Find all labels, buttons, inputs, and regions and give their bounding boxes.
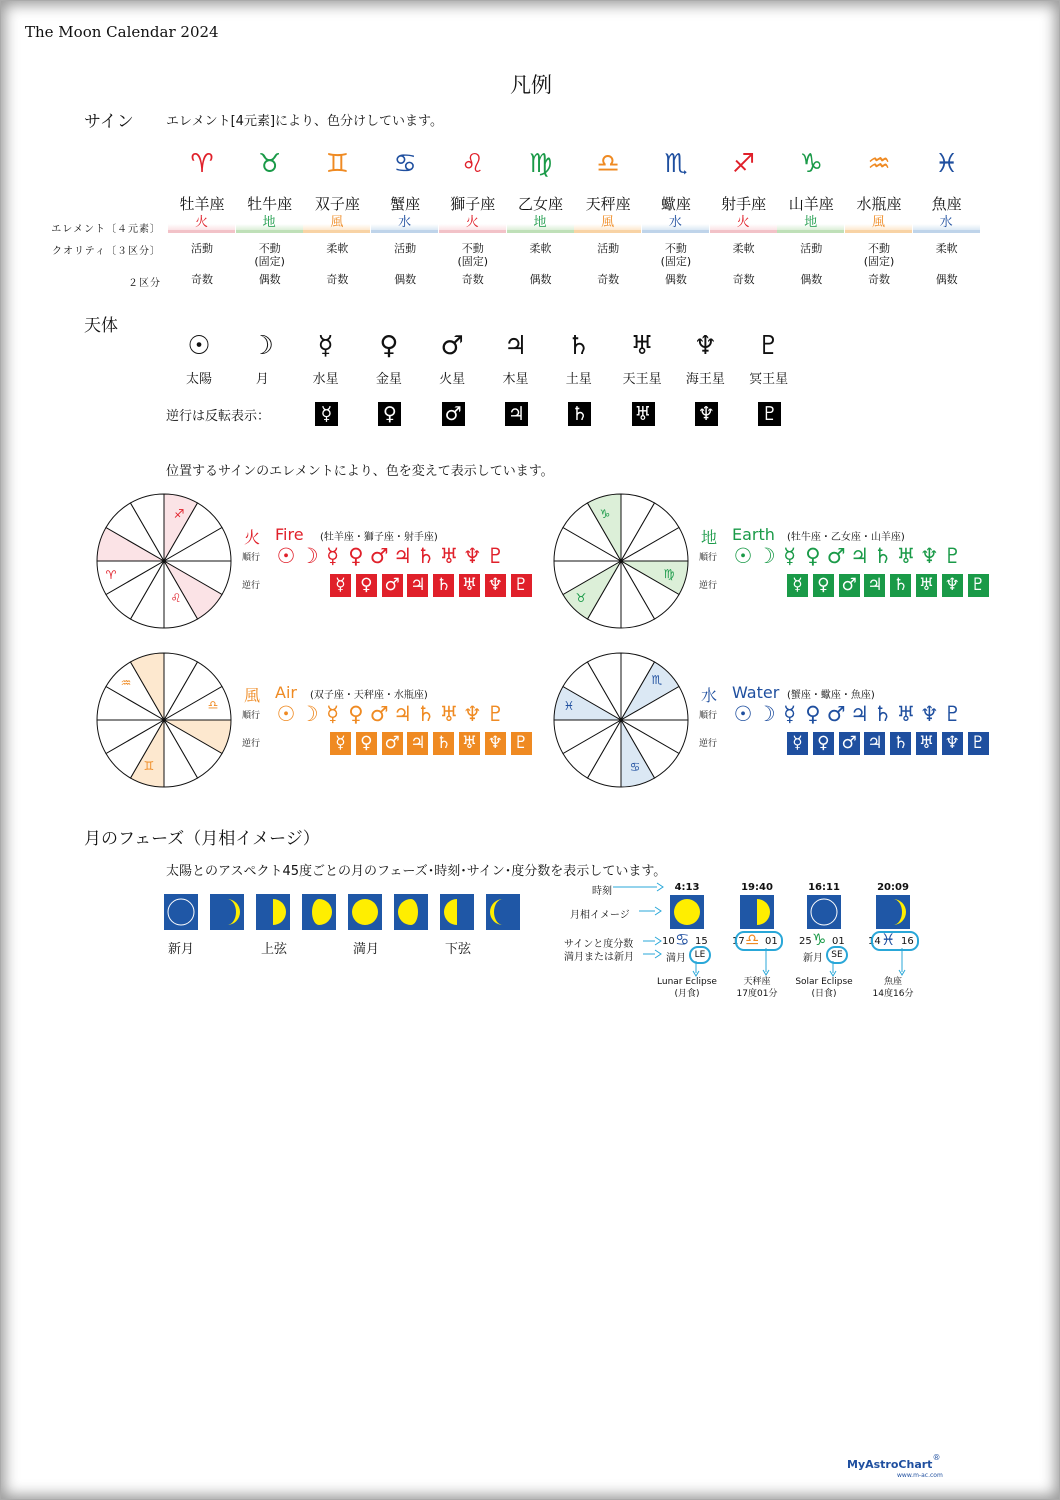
element-retro-planet-icon: ♃ <box>864 732 885 755</box>
element-planet-icon: ♅ <box>439 544 459 568</box>
phase-sign-icon: ♋ <box>675 930 690 949</box>
element-signs: (蟹座・蠍座・魚座) <box>787 690 875 701</box>
element-retro-planet-icon: ♅ <box>459 732 480 755</box>
element-planet-icon: ♀ <box>348 544 364 568</box>
direct-label: 順行 <box>699 553 718 563</box>
quality-cell: 活動 <box>800 242 823 255</box>
waning-gibbous-icon <box>394 894 428 930</box>
element-planet-icon: ☉ <box>733 702 753 726</box>
element-planet-icon: ♇ <box>943 544 963 568</box>
element-cell: 地 <box>777 215 844 233</box>
element-retro-planet-icon: ♃ <box>407 574 428 597</box>
planet-glyph-icon: ☉ <box>187 331 211 361</box>
sign-glyph-icon: ♌ <box>461 149 485 179</box>
element-planet-icon: ♇ <box>486 702 506 726</box>
element-cell: 水 <box>371 215 438 233</box>
retro-planet-icon: ♄ <box>568 402 591 426</box>
element-retro-planet-icon: ♂ <box>382 574 403 597</box>
element-retro-planet-icon: ♃ <box>864 574 885 597</box>
phase-sign-icon: ♎ <box>745 930 760 949</box>
label-last: 下弦 <box>445 942 472 957</box>
element-planet-icon: ☿ <box>326 702 340 726</box>
explain-arrow-icon <box>761 948 771 976</box>
planet-name: 火星 <box>439 372 466 387</box>
element-planet-icon: ♃ <box>393 544 412 568</box>
retro-label: 逆行 <box>699 739 718 749</box>
element-retro-planet-icon: ♅ <box>916 574 937 597</box>
wheel-sign-icon: ♈ <box>105 568 117 582</box>
phase-deg: 10 <box>662 936 675 947</box>
phase-image-icon <box>740 895 774 933</box>
dual-cell: 奇数 <box>732 273 755 286</box>
element-cell: 風 <box>303 215 370 233</box>
quality-cell: 柔軟 <box>326 242 349 255</box>
phase-deg: 25 <box>799 936 812 947</box>
waxing-crescent-icon <box>210 894 244 930</box>
wheel-sign-icon: ♓ <box>563 699 575 713</box>
element-retro-planet-icon: ♄ <box>890 732 911 755</box>
planet-name: 太陽 <box>185 372 212 387</box>
calendar-title: The Moon Calendar 2024 <box>25 23 219 41</box>
retro-planet-icon: ♃ <box>505 402 528 426</box>
signs-note: エレメント[4元素]により、色分けしています。 <box>166 114 443 129</box>
element-planet-icon: ☽ <box>756 702 776 726</box>
wheel-sign-icon: ♊ <box>143 759 155 773</box>
sign-glyph-icon: ♊ <box>325 149 350 179</box>
dual-cell: 奇数 <box>191 273 213 286</box>
planet-name: 土星 <box>565 372 592 387</box>
element-planet-icon: ♅ <box>439 702 459 726</box>
waxing-gibbous-icon <box>302 894 336 930</box>
label-first: 上弦 <box>261 942 288 957</box>
earth-wheel <box>551 491 691 631</box>
element-planet-icon: ☽ <box>299 702 319 726</box>
sign-name: 水瓶座 <box>856 195 902 213</box>
element-planet-icon: ☿ <box>783 702 797 726</box>
dual-cell: 偶数 <box>258 273 281 286</box>
phase-min: 01 <box>765 936 778 947</box>
quality-cell: 活動 <box>597 242 620 255</box>
wheel-sign-icon: ♉ <box>575 591 587 605</box>
element-retro-planet-icon: ♀ <box>356 732 377 755</box>
element-kanji: 風 <box>244 686 261 705</box>
phase-min: 15 <box>695 936 708 947</box>
sign-glyph-icon: ♏ <box>664 149 688 179</box>
element-retro-planet-icon: ♀ <box>813 574 834 597</box>
signdeg-row-label: サインと度分数 <box>564 939 634 950</box>
wheel-sign-icon: ♏ <box>651 673 663 687</box>
element-planet-icon: ♃ <box>393 702 412 726</box>
element-retro-planet-icon: ♅ <box>459 574 480 597</box>
logo-reg: ® <box>932 1453 941 1462</box>
quality-cell: 柔軟 <box>935 242 958 255</box>
element-planet-icon: ☿ <box>783 544 797 568</box>
retro-label: 逆行 <box>242 581 261 591</box>
sign-ring <box>735 931 783 951</box>
sign-glyph-icon: ♍ <box>528 149 553 179</box>
element-kanji: 火 <box>244 528 261 547</box>
planet-glyph-icon: ♃ <box>503 331 528 361</box>
sign-glyph-icon: ♒ <box>867 149 891 179</box>
phase-deg: 14 <box>868 936 881 947</box>
retro-planet-icon: ☿ <box>315 402 338 426</box>
phase-note2: (月食) <box>674 989 700 999</box>
label-full: 満月 <box>353 942 380 957</box>
phase-mark: 満月 <box>666 953 686 964</box>
sign-name: 天秤座 <box>585 195 631 213</box>
element-kanji: 水 <box>701 686 718 705</box>
element-retro-planet-icon: ♂ <box>839 732 860 755</box>
element-en: Earth <box>732 525 775 544</box>
quality-cell: 活動 <box>394 242 417 255</box>
element-row-label: エレメント〔４元素〕 <box>51 224 161 235</box>
element-retro-planet-icon: ♄ <box>433 732 454 755</box>
element-cell: 地 <box>507 215 574 233</box>
phase-min: 16 <box>901 936 914 947</box>
quality-row-label: クオリティ〔３区分〕 <box>52 246 161 257</box>
element-retro-planet-icon: ♇ <box>511 574 532 597</box>
planet-glyph-icon: ♀ <box>379 331 399 361</box>
element-retro-planet-icon: ♅ <box>916 732 937 755</box>
wheel-sign-icon: ♐ <box>173 507 185 521</box>
dual-cell: 偶数 <box>800 273 823 286</box>
element-retro-planet-icon: ♆ <box>942 732 963 755</box>
phase-time: 20:09 <box>877 882 909 893</box>
planet-glyph-icon: ☽ <box>250 331 274 361</box>
element-cell: 水 <box>642 215 709 233</box>
element-planet-icon: ♄ <box>416 544 436 568</box>
wheel-sign-icon: ♎ <box>207 698 219 712</box>
explain-arrow-icon <box>897 948 907 976</box>
element-planet-icon: ♂ <box>826 702 846 726</box>
element-cell: 地 <box>236 215 303 233</box>
phase-image-icon <box>807 895 841 933</box>
element-kanji: 地 <box>701 528 718 547</box>
element-cell: 火 <box>710 215 777 233</box>
phase-time: 16:11 <box>808 882 840 893</box>
dual-cell: 偶数 <box>664 273 687 286</box>
phases-heading: 月のフェーズ（月相イメージ） <box>84 829 320 849</box>
element-planet-icon: ♅ <box>896 544 916 568</box>
sign-name: 山羊座 <box>788 195 834 213</box>
phase-note1: Lunar Eclipse <box>657 977 717 987</box>
element-en: Fire <box>275 525 304 544</box>
element-planet-icon: ♇ <box>486 544 506 568</box>
element-signs: (牡羊座・獅子座・射手座) <box>320 532 438 543</box>
phase-icons <box>164 894 526 932</box>
sign-name: 牡牛座 <box>247 195 293 213</box>
element-planet-icon: ♆ <box>919 544 939 568</box>
element-cell: 風 <box>574 215 641 233</box>
image-row-label: 月相イメージ <box>570 910 630 921</box>
eclipse-badge: SE <box>826 946 848 964</box>
phase-sign-icon: ♓ <box>881 930 896 949</box>
sign-ring <box>871 931 919 951</box>
sign-name: 射手座 <box>721 195 767 213</box>
last-quarter-icon <box>440 894 474 930</box>
element-cell: 風 <box>845 215 912 233</box>
element-retro-planet-icon: ☿ <box>330 732 351 755</box>
element-retro-planet-icon: ♆ <box>485 574 506 597</box>
quality-cell: 活動 <box>191 242 213 255</box>
element-planet-icon: ☽ <box>756 544 776 568</box>
element-retro-planet-icon: ♇ <box>511 732 532 755</box>
element-planet-icon: ♀ <box>805 702 821 726</box>
air-wheel <box>94 650 234 790</box>
planet-glyph-icon: ♇ <box>757 331 781 361</box>
bodies-heading: 天体 <box>84 316 118 336</box>
sign-glyph-icon: ♓ <box>935 149 959 179</box>
dual-cell: 偶数 <box>529 273 552 286</box>
planet-glyph-icon: ♄ <box>567 331 591 361</box>
sign-name: 乙女座 <box>517 195 563 213</box>
sign-glyph-icon: ♎ <box>596 149 620 179</box>
fire-wheel <box>94 491 234 631</box>
wheel-sign-icon: ♋ <box>629 760 641 774</box>
dual-row-label: ２区分 <box>128 278 161 289</box>
element-planet-icon: ☉ <box>733 544 753 568</box>
planet-glyph-icon: ♂ <box>440 331 464 361</box>
time-row-label: 時刻 <box>592 886 612 897</box>
element-planet-icon: ♃ <box>850 702 869 726</box>
direct-label: 順行 <box>242 711 261 721</box>
sign-name: 蟹座 <box>390 195 421 213</box>
wheel-sign-icon: ♒ <box>120 676 132 690</box>
direct-label: 順行 <box>242 553 261 563</box>
phase-image-icon <box>876 895 910 933</box>
quality-cell: 柔軟 <box>732 242 755 255</box>
element-planet-icon: ♂ <box>369 702 389 726</box>
wheel-sign-icon: ♑ <box>599 507 611 521</box>
retro-label: 逆行 <box>699 581 718 591</box>
element-planet-icon: ☽ <box>299 544 319 568</box>
dual-cell: 奇数 <box>597 273 620 286</box>
dual-cell: 奇数 <box>868 273 890 286</box>
planet-name: 水星 <box>312 372 339 387</box>
retro-label: 逆行 <box>242 739 261 749</box>
sign-glyph-icon: ♋ <box>393 149 417 179</box>
element-retro-planet-icon: ♀ <box>356 574 377 597</box>
phase-note1: Solar Eclipse <box>795 977 853 987</box>
phase-note2: 17度01分 <box>736 989 778 999</box>
sign-glyph-icon: ♉ <box>258 149 282 179</box>
planet-name: 月 <box>255 372 269 387</box>
sign-name: 獅子座 <box>450 195 496 213</box>
water-wheel <box>551 650 691 790</box>
first-quarter-icon <box>256 894 290 930</box>
element-retro-planet-icon: ♂ <box>382 732 403 755</box>
signs-heading: サイン <box>84 112 134 132</box>
element-retro-planet-icon: ♄ <box>433 574 454 597</box>
phase-deg: 17 <box>732 936 745 947</box>
logo <box>847 1453 943 1479</box>
element-planet-icon: ☉ <box>276 544 296 568</box>
logo-url: www.m-ac.com <box>897 1472 943 1479</box>
dual-cell: 奇数 <box>326 273 349 286</box>
planet-glyph-icon: ☿ <box>317 331 334 361</box>
wheel-sign-icon: ♌ <box>170 591 182 605</box>
element-planet-icon: ♅ <box>896 702 916 726</box>
fullnew-row-label: 満月または新月 <box>564 952 634 963</box>
element-planet-icon: ☿ <box>326 544 340 568</box>
dual-cell: 偶数 <box>394 273 417 286</box>
new-moon-icon <box>164 894 198 930</box>
eclipse-badge: LE <box>689 946 711 964</box>
element-planet-icon: ♄ <box>416 702 436 726</box>
element-signs: (双子座・天秤座・水瓶座) <box>310 690 428 701</box>
element-signs: (牡牛座・乙女座・山羊座) <box>787 532 905 543</box>
element-planet-icon: ☉ <box>276 702 296 726</box>
direct-label: 順行 <box>699 711 718 721</box>
wheel-sign-icon: ♍ <box>663 567 675 581</box>
explain-arrow-icon <box>691 961 701 977</box>
phase-time: 19:40 <box>741 882 773 893</box>
element-planet-icon: ♆ <box>462 544 482 568</box>
sign-glyph-icon: ♈ <box>190 149 214 179</box>
element-retro-planet-icon: ♆ <box>942 574 963 597</box>
retro-planet-icon: ♆ <box>695 402 718 426</box>
planet-name: 天王星 <box>622 372 662 387</box>
planet-name: 冥王星 <box>749 372 789 387</box>
planet-name: 金星 <box>375 372 402 387</box>
planet-glyph-icon: ♆ <box>693 331 718 361</box>
planet-name: 海王星 <box>685 372 725 387</box>
sign-name: 魚座 <box>931 195 962 213</box>
dual-cell: 偶数 <box>935 273 958 286</box>
explain-arrow-icon <box>828 961 838 977</box>
sign-name: 牡羊座 <box>179 195 225 213</box>
retro-planet-icon: ♅ <box>632 402 655 426</box>
dual-cell: 奇数 <box>461 273 484 286</box>
quality-cell: 柔軟 <box>529 242 552 255</box>
element-cell: 水 <box>913 215 980 233</box>
phase-note2: (日食) <box>811 989 837 999</box>
element-retro-planet-icon: ♄ <box>890 574 911 597</box>
element-retro-planet-icon: ☿ <box>330 574 351 597</box>
retro-label: 逆行は反転表示： <box>166 409 271 424</box>
element-retro-planet-icon: ☿ <box>787 574 808 597</box>
element-retro-planet-icon: ♃ <box>407 732 428 755</box>
phases-note: 太陽とのアスペクト45度ごとの月のフェーズ･時刻･サイン･度分数を表示しています。 <box>166 864 667 879</box>
element-planet-icon: ♇ <box>943 702 963 726</box>
sign-name: 蠍座 <box>660 195 691 213</box>
logo-name: MyAstroChart <box>847 1458 933 1471</box>
quality-cell: 不動 (固定) <box>863 242 895 268</box>
retro-planet-icon: ♂ <box>442 402 465 426</box>
retro-planet-icon: ♇ <box>758 402 781 426</box>
element-cell: 火 <box>439 215 506 233</box>
element-planet-icon: ♀ <box>348 702 364 726</box>
phase-time: 4:13 <box>674 882 700 893</box>
phase-image-icon <box>670 895 704 933</box>
full-moon-icon <box>348 894 382 930</box>
sign-name: 双子座 <box>314 195 360 213</box>
element-retro-planet-icon: ♇ <box>968 574 989 597</box>
phase-min: 01 <box>832 936 845 947</box>
element-planet-icon: ♆ <box>462 702 482 726</box>
page-title: 凡例 <box>510 73 552 97</box>
phase-note1: 天秤座 <box>743 977 771 987</box>
explain-arrows <box>561 879 671 963</box>
phase-sign-icon: ♑ <box>812 930 827 949</box>
sign-glyph-icon: ♑ <box>799 149 823 179</box>
retro-planet-icon: ♀ <box>378 402 401 426</box>
waning-crescent-icon <box>486 894 520 930</box>
planet-name: 木星 <box>502 372 529 387</box>
phase-note1: 魚座 <box>883 977 902 987</box>
element-retro-planet-icon: ♀ <box>813 732 834 755</box>
element-cell: 火 <box>168 215 235 233</box>
element-planet-icon: ♄ <box>873 544 893 568</box>
element-en: Air <box>275 683 297 702</box>
quality-cell: 不動 (固定) <box>254 242 285 268</box>
element-retro-planet-icon: ♆ <box>485 732 506 755</box>
quality-cell: 不動 (固定) <box>660 242 692 268</box>
quality-cell: 不動 (固定) <box>457 242 489 268</box>
element-retro-planet-icon: ♂ <box>839 574 860 597</box>
elements-note: 位置するサインのエレメントにより、色を変えて表示しています。 <box>166 464 554 479</box>
element-planet-icon: ♄ <box>873 702 893 726</box>
phase-mark: 新月 <box>803 953 823 964</box>
element-planet-icon: ♀ <box>805 544 821 568</box>
element-retro-planet-icon: ♇ <box>968 732 989 755</box>
element-planet-icon: ♂ <box>369 544 389 568</box>
element-planet-icon: ♆ <box>919 702 939 726</box>
label-new: 新月 <box>168 942 195 957</box>
element-en: Water <box>732 683 780 702</box>
element-retro-planet-icon: ☿ <box>787 732 808 755</box>
sign-glyph-icon: ♐ <box>731 149 756 179</box>
planet-glyph-icon: ♅ <box>630 331 654 361</box>
phase-note2: 14度16分 <box>872 989 914 999</box>
element-planet-icon: ♂ <box>826 544 846 568</box>
element-planet-icon: ♃ <box>850 544 869 568</box>
